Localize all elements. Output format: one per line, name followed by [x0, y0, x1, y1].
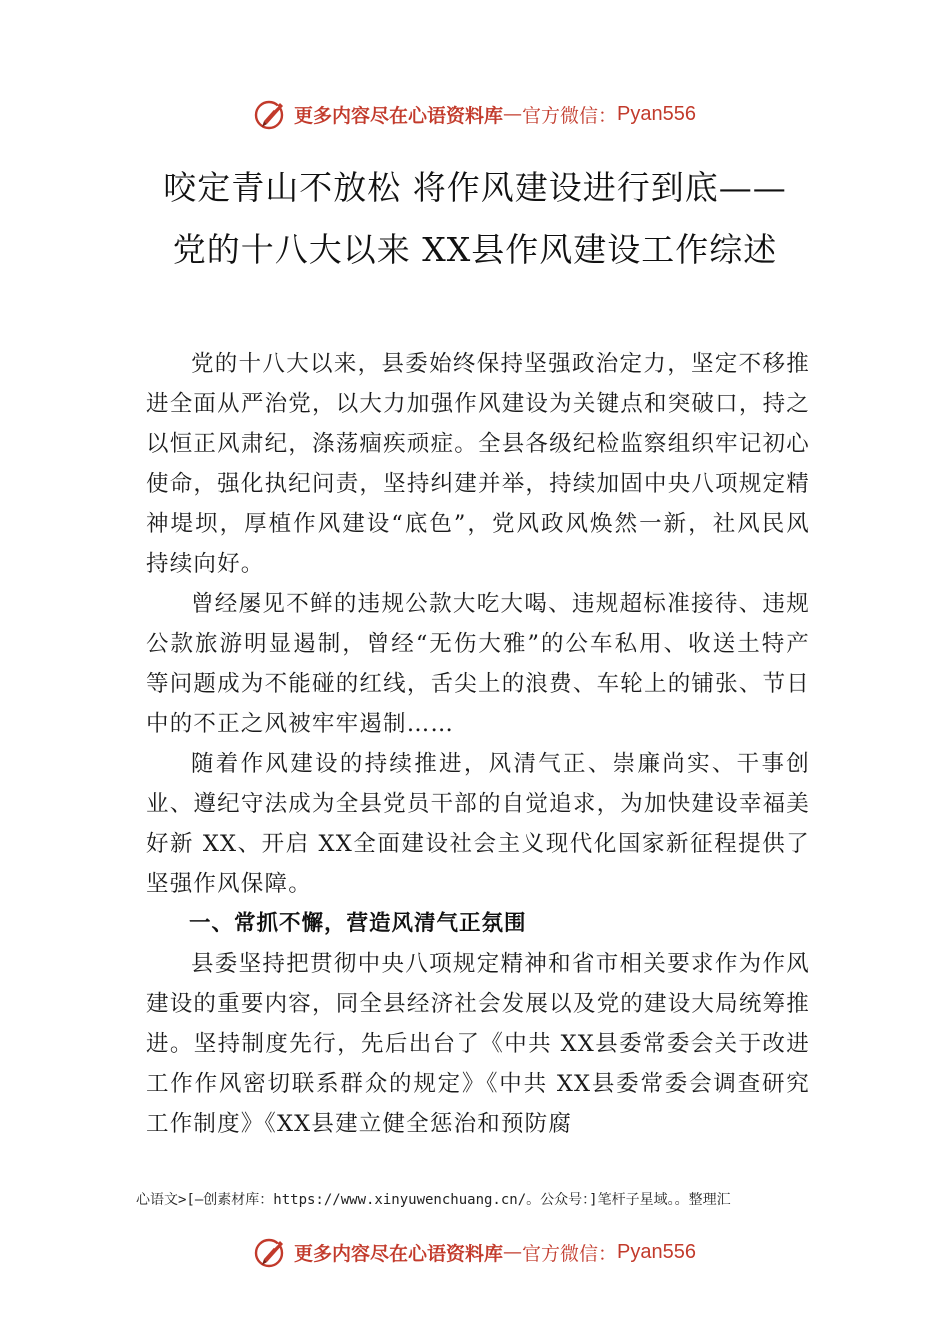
paragraph-past-issues: 曾经屡见不鲜的违规公款大吃大喝、违规超标准接待、违规公款旅游明显遏制，曾经“无伤大雅”的公车私用、收送土特产等问题成为不能碰的红线，舌尖上的浪费、车轮上的铺张、节日中的不正之风被牢牢遏制……	[146, 591, 810, 737]
header-banner	[0, 92, 950, 136]
document-title-line-2: 党的十八大以来 XX县作风建设工作综述	[172, 230, 778, 269]
brand-name: 更多内容尽在心语资料库	[294, 104, 504, 127]
quill-pen-logo-icon	[254, 97, 288, 131]
quill-pen-logo-icon	[254, 1235, 288, 1269]
wechat-id: Pyan556	[617, 102, 696, 125]
wechat-id: Pyan556	[617, 1240, 696, 1263]
brand-name: 更多内容尽在心语资料库	[294, 1242, 504, 1265]
brand-separator: —	[503, 103, 523, 125]
source-note: 心语文>[—创素材库：https://www.xinyuwenchuang.cn/。公众号：]笔杆子星域。。整理汇	[136, 1192, 731, 1208]
document-body	[146, 344, 810, 1144]
document-title-line-1: 咬定青山不放松 将作风建设进行到底——	[163, 168, 787, 207]
brand-separator: —	[503, 1241, 523, 1263]
paragraph-section-1: 县委坚持把贯彻中央八项规定精神和省市相关要求作为作风建设的重要内容，同全县经济社会发展以及党的建设大局统筹推进。坚持制度先行，先后出台了《中共 XX县委常委会关于改进工作作风密切联系群众的规定》《中共 XX县委常委会调查研究工作制度》《XX县建立健全惩治和预防腐	[146, 951, 810, 1137]
wechat-label: 官方微信：	[522, 104, 618, 127]
footer-banner	[0, 1230, 950, 1274]
paragraph-intro: 党的十八大以来，县委始终保持坚强政治定力，坚定不移推进全面从严治党，以大力加强作风建设为关键点和突破口，持之以恒正风肃纪，涤荡痼疾顽症。全县各级纪检监察组织牢记初心使命，强化执纪问责，坚持纠建并举，持续加固中央八项规定精神堤坝，厚植作风建设“底色”，党风政风焕然一新，社风民风持续向好。	[146, 351, 810, 577]
wechat-label: 官方微信：	[522, 1242, 618, 1265]
paragraph-progress: 随着作风建设的持续推进，风清气正、崇廉尚实、干事创业、遵纪守法成为全县党员干部的自觉追求，为加快建设幸福美好新 XX、开启 XX全面建设社会主义现代化国家新征程提供了坚强作风保障。	[146, 751, 810, 897]
section-heading-1: 一、常抓不懈，营造风清气正氛围	[189, 911, 527, 936]
